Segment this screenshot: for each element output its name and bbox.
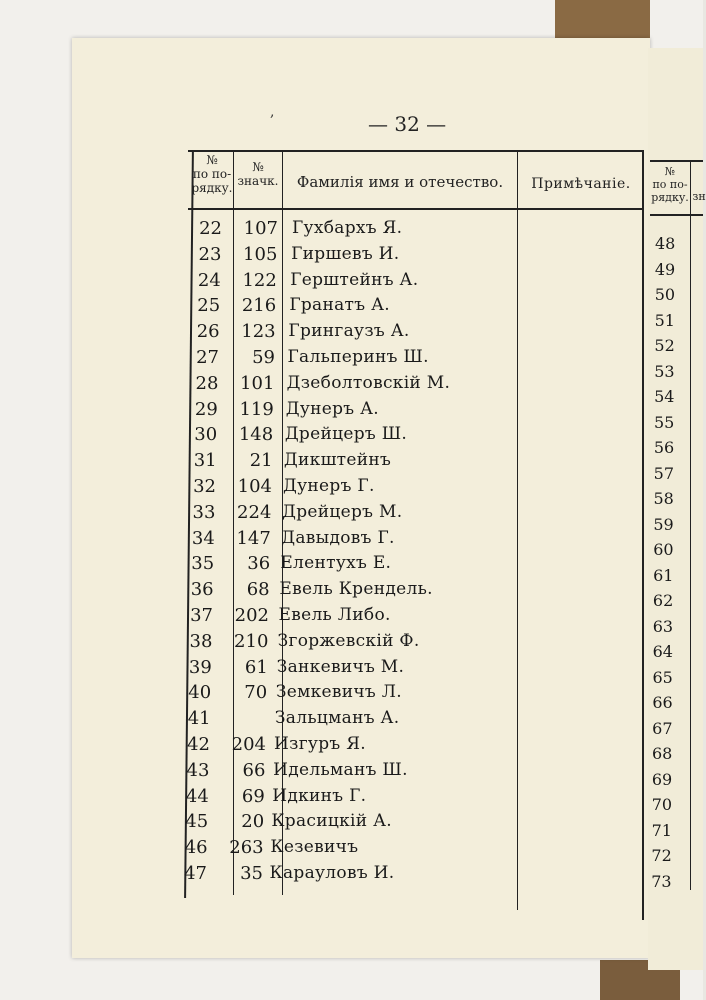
right-row-number: 71 xyxy=(651,820,672,840)
row-number: 25 xyxy=(197,295,221,317)
right-row-number: 53 xyxy=(654,361,675,381)
table-row xyxy=(0,218,703,244)
row-number: 34 xyxy=(191,527,215,549)
row-znak: 101 xyxy=(240,372,275,394)
row-number: 23 xyxy=(198,243,222,265)
row-znak: 68 xyxy=(246,579,270,601)
stray-mark: , xyxy=(270,104,275,120)
row-name: Земкевичъ Л. xyxy=(275,682,402,703)
right-row-number: 64 xyxy=(652,642,673,661)
row-name: Грингаузъ А. xyxy=(288,321,410,342)
right-row-number: 48 xyxy=(655,234,676,253)
table-row xyxy=(0,347,703,373)
table-row xyxy=(0,244,703,270)
right-row-number: 73 xyxy=(651,871,672,891)
row-name: Дрейцеръ М. xyxy=(282,501,403,522)
row-znak: 104 xyxy=(237,476,272,497)
right-row-number: 57 xyxy=(653,463,675,483)
right-row-number: 54 xyxy=(654,387,675,406)
header-znak: № значк. xyxy=(237,160,279,188)
table-row xyxy=(0,321,703,347)
row-number: 24 xyxy=(197,269,221,291)
row-number: 47 xyxy=(184,863,207,884)
row-number: 32 xyxy=(193,476,216,497)
row-name: Зальцманъ А. xyxy=(274,708,400,729)
right-row-number: 51 xyxy=(654,310,675,330)
header-top-rule xyxy=(188,150,643,152)
table-row xyxy=(0,424,703,450)
row-znak: 224 xyxy=(237,501,272,523)
row-znak: 66 xyxy=(242,759,266,781)
right-row-number: 63 xyxy=(652,616,674,636)
right-row-number: 65 xyxy=(652,667,673,687)
row-name: Гиршевъ И. xyxy=(291,243,400,264)
row-number: 38 xyxy=(189,630,213,652)
row-name: Дунеръ А. xyxy=(285,398,379,419)
table-row xyxy=(0,553,703,579)
right-row-number: 62 xyxy=(652,591,674,610)
row-name: Евель Крендель. xyxy=(279,579,433,600)
header-number: № по по- рядку. xyxy=(191,153,233,195)
row-name: Идкинъ Г. xyxy=(272,785,367,806)
row-znak: 216 xyxy=(241,295,277,317)
row-name: Давыдовъ Г. xyxy=(281,527,395,548)
row-name: Герштейнъ А. xyxy=(290,269,419,290)
right-row-number: 66 xyxy=(652,693,673,712)
row-number: 41 xyxy=(187,708,211,730)
table-row xyxy=(0,811,703,837)
header-name: Фамилія имя и отечество. xyxy=(296,173,504,191)
row-number: 31 xyxy=(193,450,217,472)
table-row xyxy=(0,450,703,476)
row-znak: 59 xyxy=(252,347,275,368)
row-number: 46 xyxy=(184,837,208,859)
row-number: 29 xyxy=(194,398,218,420)
row-number: 36 xyxy=(190,579,214,601)
table-row xyxy=(0,270,703,296)
table-row xyxy=(0,373,703,399)
table-row xyxy=(0,657,703,683)
table-row xyxy=(0,476,703,502)
row-name: Дикштейнъ xyxy=(283,450,392,471)
row-znak: 202 xyxy=(234,605,269,626)
row-name: Изгуръ Я. xyxy=(274,734,366,754)
right-row-number: 55 xyxy=(653,412,675,432)
right-header-top-rule xyxy=(650,160,703,162)
row-znak: 204 xyxy=(231,734,266,755)
row-name: Гухбархъ Я. xyxy=(292,218,403,238)
row-name: Карауловъ И. xyxy=(269,863,395,883)
right-row-number: 70 xyxy=(651,795,673,814)
table-row xyxy=(0,631,703,657)
row-znak: 36 xyxy=(247,553,271,575)
row-name: Занкевичъ М. xyxy=(276,656,405,677)
header-bottom-rule xyxy=(188,208,643,210)
row-number: 42 xyxy=(187,734,210,755)
row-name: Кезевичъ xyxy=(270,837,359,858)
row-number: 44 xyxy=(185,785,209,807)
row-znak: 148 xyxy=(238,424,274,446)
right-row-number: 50 xyxy=(654,285,676,304)
row-number: 26 xyxy=(196,321,220,343)
right-row-number: 56 xyxy=(653,438,675,457)
row-number: 33 xyxy=(192,501,216,523)
row-name: Дрейцеръ Ш. xyxy=(284,424,408,445)
right-header-partial: зн xyxy=(692,190,706,203)
row-znak: 20 xyxy=(241,811,265,833)
row-name: Згоржевскій Ф. xyxy=(277,630,420,651)
right-row-number: 72 xyxy=(651,846,672,865)
row-znak: 210 xyxy=(234,630,269,652)
right-row-number: 69 xyxy=(651,769,673,789)
row-znak: 123 xyxy=(241,321,276,343)
table-row xyxy=(0,579,703,605)
right-row-number: 61 xyxy=(653,565,674,585)
row-name: Елентухъ Е. xyxy=(280,553,392,574)
row-number: 22 xyxy=(199,218,222,239)
row-number: 45 xyxy=(185,811,209,833)
row-name: Красицкій А. xyxy=(271,811,392,832)
table-row xyxy=(0,295,703,321)
right-header-number: № по по- рядку. xyxy=(651,165,689,204)
row-name: Гранатъ А. xyxy=(289,295,390,316)
row-znak: 119 xyxy=(239,398,274,420)
row-znak: 147 xyxy=(236,527,271,549)
row-number: 37 xyxy=(190,605,213,626)
page-number: — 32 — xyxy=(368,112,447,136)
row-name: Идельманъ Ш. xyxy=(273,759,408,780)
row-number: 40 xyxy=(188,682,212,704)
row-name: Гальперинъ Ш. xyxy=(287,347,429,367)
row-number: 39 xyxy=(188,656,212,678)
table-row xyxy=(0,837,703,863)
row-number: 35 xyxy=(191,553,215,575)
table-row xyxy=(0,502,703,528)
right-row-number: 67 xyxy=(652,718,673,738)
row-number: 30 xyxy=(194,424,218,446)
header-note: Примѣчаніе. xyxy=(531,176,631,192)
table-row xyxy=(0,760,703,786)
table-row xyxy=(0,786,703,812)
row-znak: 69 xyxy=(241,785,265,807)
table-row xyxy=(0,399,703,425)
row-znak: 61 xyxy=(244,656,268,678)
table-row xyxy=(0,734,703,760)
row-znak: 70 xyxy=(244,682,268,704)
row-znak: 105 xyxy=(243,243,278,265)
right-row-number: 49 xyxy=(654,259,676,279)
row-name: Дзеболтовскій М. xyxy=(286,372,451,393)
row-znak: 35 xyxy=(240,863,263,884)
table-row xyxy=(0,528,703,554)
right-row-number: 59 xyxy=(653,514,674,534)
row-znak: 263 xyxy=(229,837,264,859)
row-znak: 21 xyxy=(249,450,273,472)
row-number: 28 xyxy=(195,372,219,394)
right-row-number: 68 xyxy=(652,744,673,763)
table-row xyxy=(0,605,703,631)
row-znak: 122 xyxy=(242,269,277,291)
row-number: 27 xyxy=(196,347,219,368)
right-row-number: 52 xyxy=(654,336,675,355)
table-row xyxy=(0,708,703,734)
row-number: 43 xyxy=(186,759,210,781)
row-name: Евель Либо. xyxy=(278,605,391,625)
row-znak: 107 xyxy=(243,218,278,239)
right-row-number: 60 xyxy=(653,540,674,559)
right-row-number: 58 xyxy=(653,489,674,508)
row-name: Дунеръ Г. xyxy=(283,476,375,496)
right-header-bottom-rule xyxy=(650,214,703,216)
table-row xyxy=(0,682,703,708)
table-row xyxy=(0,863,703,889)
